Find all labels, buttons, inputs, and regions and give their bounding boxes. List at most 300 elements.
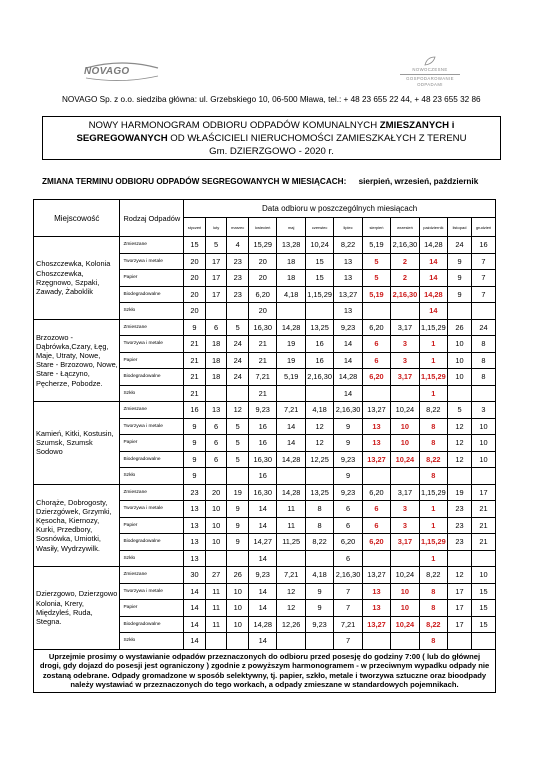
date-cell: 12 bbox=[305, 435, 333, 452]
date-cell bbox=[362, 550, 390, 567]
date-cell bbox=[471, 468, 495, 485]
date-cell: 1 bbox=[419, 385, 447, 402]
date-cell: 9,23 bbox=[334, 484, 362, 501]
date-cell: 9 bbox=[448, 286, 472, 303]
date-cell: 6 bbox=[205, 435, 227, 452]
date-cell: 14,28 bbox=[419, 237, 447, 254]
date-cell: 15 bbox=[471, 583, 495, 600]
date-cell: 23 bbox=[448, 534, 472, 551]
header-month: październik bbox=[419, 218, 447, 237]
date-cell: 13 bbox=[334, 303, 362, 320]
date-cell: 14 bbox=[334, 385, 362, 402]
waste-type-cell: Papier bbox=[120, 352, 184, 369]
date-cell: 12 bbox=[448, 435, 472, 452]
date-cell bbox=[277, 385, 305, 402]
date-cell: 1,15,29 bbox=[419, 369, 447, 386]
date-cell: 13 bbox=[334, 253, 362, 270]
waste-type-cell: Biodegradowalne bbox=[120, 451, 184, 468]
date-cell: 16,30 bbox=[249, 484, 277, 501]
date-cell: 14 bbox=[249, 550, 277, 567]
date-cell: 23 bbox=[227, 270, 249, 287]
date-cell: 14 bbox=[419, 253, 447, 270]
date-cell: 9 bbox=[334, 435, 362, 452]
header-month: marzec bbox=[227, 218, 249, 237]
date-cell: 9,23 bbox=[249, 567, 277, 584]
date-cell: 13,27 bbox=[362, 567, 390, 584]
date-cell: 6,20 bbox=[334, 534, 362, 551]
date-cell: 12,25 bbox=[305, 451, 333, 468]
date-cell: 24 bbox=[471, 319, 495, 336]
date-cell bbox=[362, 303, 390, 320]
date-cell: 2,16,30 bbox=[334, 402, 362, 419]
date-cell bbox=[227, 385, 249, 402]
date-cell: 20 bbox=[184, 286, 206, 303]
date-cell: 13 bbox=[362, 600, 390, 617]
date-cell bbox=[362, 385, 390, 402]
date-cell: 9 bbox=[184, 319, 206, 336]
date-cell: 5,19 bbox=[362, 237, 390, 254]
date-cell: 14 bbox=[334, 336, 362, 353]
date-cell: 6 bbox=[205, 418, 227, 435]
date-cell: 10 bbox=[391, 600, 419, 617]
date-cell: 24 bbox=[227, 336, 249, 353]
date-cell bbox=[471, 303, 495, 320]
date-cell: 23 bbox=[227, 253, 249, 270]
logo-line-3: ODPADAMI bbox=[417, 82, 443, 87]
date-cell: 10,24 bbox=[391, 567, 419, 584]
date-cell: 17 bbox=[471, 484, 495, 501]
date-cell: 2,16,30 bbox=[391, 286, 419, 303]
date-cell: 10 bbox=[448, 336, 472, 353]
date-cell bbox=[277, 550, 305, 567]
date-cell: 23 bbox=[448, 517, 472, 534]
date-cell: 8,22 bbox=[419, 451, 447, 468]
date-cell: 2 bbox=[391, 270, 419, 287]
date-cell: 19 bbox=[277, 352, 305, 369]
date-cell: 14,28 bbox=[277, 319, 305, 336]
date-cell: 7 bbox=[334, 583, 362, 600]
table-row bbox=[34, 402, 496, 419]
locality-cell: Chorąże, Dobrogosty, Dzierzgówek, Grzymki, Kęsocha, Kiernozy, Kurki, Przedbory, Sosnówka, Umiotki, Wasiły, Wydrzywilk. bbox=[34, 484, 120, 567]
waste-type-cell: Tworzywa i metale bbox=[120, 501, 184, 518]
date-cell bbox=[205, 468, 227, 485]
date-cell: 21 bbox=[249, 352, 277, 369]
date-cell: 10 bbox=[471, 435, 495, 452]
table-row bbox=[34, 237, 496, 254]
date-cell: 6 bbox=[334, 517, 362, 534]
date-cell bbox=[205, 550, 227, 567]
schedule-change-note bbox=[42, 177, 512, 186]
date-cell bbox=[205, 385, 227, 402]
date-cell bbox=[391, 550, 419, 567]
date-cell: 16 bbox=[249, 435, 277, 452]
date-cell: 16,30 bbox=[249, 451, 277, 468]
date-cell: 23 bbox=[184, 484, 206, 501]
date-cell bbox=[305, 303, 333, 320]
header-month: luty bbox=[205, 218, 227, 237]
date-cell bbox=[362, 633, 390, 650]
date-cell: 7,21 bbox=[277, 402, 305, 419]
header-waste-type: Rodzaj Odpadów bbox=[120, 200, 184, 237]
waste-type-cell: Zmieszane bbox=[120, 237, 184, 254]
date-cell: 1 bbox=[419, 517, 447, 534]
date-cell: 18 bbox=[277, 270, 305, 287]
date-cell: 5 bbox=[227, 319, 249, 336]
date-cell: 20 bbox=[249, 303, 277, 320]
date-cell: 13,28 bbox=[277, 237, 305, 254]
date-cell: 8 bbox=[305, 517, 333, 534]
date-cell: 21 bbox=[184, 385, 206, 402]
waste-type-cell: Biodegradowalne bbox=[120, 286, 184, 303]
date-cell: 3 bbox=[391, 501, 419, 518]
date-cell: 30 bbox=[184, 567, 206, 584]
date-cell: 3 bbox=[391, 517, 419, 534]
date-cell: 13,27 bbox=[362, 451, 390, 468]
date-cell: 12 bbox=[277, 600, 305, 617]
waste-type-cell: Tworzywa i metale bbox=[120, 583, 184, 600]
date-cell bbox=[277, 468, 305, 485]
date-cell: 6 bbox=[205, 451, 227, 468]
date-cell: 6 bbox=[362, 517, 390, 534]
date-cell: 26 bbox=[227, 567, 249, 584]
collection-notice: Uprzejmie prosimy o wystawianie odpadów przeznaczonych do odbioru przed posesję do godziny 7:00 ( lub do głównej drogi, gdy dojazd do posesji jest ograniczony ) zgodnie z powyższym harmonogramem - w przeciwnym wypadku odpady nie zostaną odebrane. Odpady gromadzone w sposób selektywny, tj. papier, szkło, metale i tworzywa sztuczne oraz bioodpady należy wystawiać w przeznaczonych do tego workach, a odpady zmieszane w standardowych pojemnikach. bbox=[34, 649, 496, 692]
date-cell: 18 bbox=[277, 253, 305, 270]
date-cell: 11 bbox=[277, 501, 305, 518]
date-cell: 13 bbox=[334, 270, 362, 287]
date-cell: 12 bbox=[305, 418, 333, 435]
schedule-table bbox=[33, 199, 496, 693]
date-cell: 17 bbox=[205, 286, 227, 303]
date-cell bbox=[391, 385, 419, 402]
date-cell: 8,22 bbox=[419, 567, 447, 584]
date-cell: 21 bbox=[471, 501, 495, 518]
locality-cell: Dzierzgowo, Dzierzgowo Kolonia, Krery, Międzyleś, Ruda, Stegna. bbox=[34, 567, 120, 650]
date-cell: 27 bbox=[205, 567, 227, 584]
date-cell: 16 bbox=[305, 336, 333, 353]
date-cell bbox=[391, 468, 419, 485]
date-cell: 5 bbox=[227, 451, 249, 468]
date-cell: 14 bbox=[249, 600, 277, 617]
date-cell: 9 bbox=[334, 468, 362, 485]
date-cell: 10 bbox=[205, 517, 227, 534]
date-cell: 13 bbox=[184, 550, 206, 567]
date-cell: 14,28 bbox=[277, 484, 305, 501]
date-cell: 16 bbox=[471, 237, 495, 254]
date-cell: 10 bbox=[227, 600, 249, 617]
date-cell: 18 bbox=[205, 352, 227, 369]
locality-cell: Kamień, Kitki, Kostusin, Szumsk, Szumsk Sodowo bbox=[34, 402, 120, 485]
date-cell: 3 bbox=[391, 352, 419, 369]
date-cell: 13,25 bbox=[305, 319, 333, 336]
header-month: kwiecień bbox=[249, 218, 277, 237]
waste-type-cell: Szkło bbox=[120, 303, 184, 320]
date-cell: 14,27 bbox=[249, 534, 277, 551]
novago-logo bbox=[82, 60, 162, 82]
date-cell: 18 bbox=[205, 369, 227, 386]
date-cell: 11,25 bbox=[277, 534, 305, 551]
date-cell: 6 bbox=[334, 550, 362, 567]
date-cell: 6 bbox=[334, 501, 362, 518]
date-cell: 9 bbox=[184, 451, 206, 468]
table-row bbox=[34, 484, 496, 501]
date-cell: 10 bbox=[205, 534, 227, 551]
date-cell: 9 bbox=[184, 468, 206, 485]
date-cell: 8,22 bbox=[334, 237, 362, 254]
date-cell: 3,17 bbox=[391, 319, 419, 336]
date-cell: 10 bbox=[205, 501, 227, 518]
date-cell: 9,23 bbox=[305, 616, 333, 633]
subtitle-text: ZMIANA TERMINU ODBIORU ODPADÓW SEGREGOWANYCH W MIESIĄCACH: bbox=[42, 177, 347, 186]
waste-type-cell: Tworzywa i metale bbox=[120, 253, 184, 270]
date-cell: 26 bbox=[448, 319, 472, 336]
date-cell: 14,28 bbox=[249, 616, 277, 633]
date-cell: 14 bbox=[419, 303, 447, 320]
date-cell: 12,26 bbox=[277, 616, 305, 633]
date-cell: 21 bbox=[184, 369, 206, 386]
date-cell: 9 bbox=[448, 253, 472, 270]
date-cell: 13 bbox=[184, 501, 206, 518]
date-cell: 12 bbox=[277, 583, 305, 600]
date-cell: 9,23 bbox=[334, 319, 362, 336]
date-cell: 10 bbox=[391, 418, 419, 435]
date-cell: 7,21 bbox=[249, 369, 277, 386]
date-cell: 14 bbox=[184, 583, 206, 600]
date-cell: 14 bbox=[277, 435, 305, 452]
date-cell: 7 bbox=[334, 600, 362, 617]
date-cell: 1,15,29 bbox=[419, 484, 447, 501]
date-cell: 10,24 bbox=[391, 451, 419, 468]
date-cell bbox=[205, 633, 227, 650]
date-cell: 15,29 bbox=[249, 237, 277, 254]
date-cell: 10 bbox=[448, 369, 472, 386]
date-cell: 13,27 bbox=[362, 616, 390, 633]
date-cell bbox=[227, 303, 249, 320]
date-cell: 6 bbox=[362, 501, 390, 518]
date-cell: 5 bbox=[448, 402, 472, 419]
date-cell: 5 bbox=[362, 253, 390, 270]
date-cell: 2 bbox=[391, 253, 419, 270]
date-cell: 5 bbox=[362, 270, 390, 287]
date-cell: 9 bbox=[448, 270, 472, 287]
date-cell: 5 bbox=[227, 418, 249, 435]
header-month: lipiec bbox=[334, 218, 362, 237]
date-cell: 20 bbox=[184, 253, 206, 270]
date-cell: 9,23 bbox=[249, 402, 277, 419]
date-cell: 14 bbox=[184, 616, 206, 633]
date-cell: 20 bbox=[184, 270, 206, 287]
date-cell: 8 bbox=[305, 501, 333, 518]
date-cell: 8 bbox=[471, 369, 495, 386]
date-cell bbox=[391, 303, 419, 320]
date-cell: 1,15,29 bbox=[305, 286, 333, 303]
date-cell: 8,22 bbox=[305, 534, 333, 551]
date-cell: 6 bbox=[362, 336, 390, 353]
date-cell: 8 bbox=[471, 336, 495, 353]
date-cell: 8 bbox=[471, 352, 495, 369]
date-cell: 12 bbox=[227, 402, 249, 419]
date-cell: 9 bbox=[305, 600, 333, 617]
header-month: grudzień bbox=[471, 218, 495, 237]
date-cell: 12 bbox=[448, 451, 472, 468]
date-cell: 16 bbox=[305, 352, 333, 369]
table-row bbox=[34, 319, 496, 336]
date-cell: 6,20 bbox=[362, 534, 390, 551]
date-cell: 2,16,30 bbox=[391, 237, 419, 254]
logo-line-2: GOSPODAROWANIE bbox=[406, 76, 454, 81]
date-cell: 15 bbox=[305, 253, 333, 270]
locality-cell: Choszczewka, Kolonia Choszczewka, Rzęgnowo, Szpaki, Zawady, Żaboklik bbox=[34, 237, 120, 320]
date-cell: 9 bbox=[227, 517, 249, 534]
date-cell: 21 bbox=[184, 336, 206, 353]
header-month: styczeń bbox=[184, 218, 206, 237]
date-cell: 9 bbox=[305, 583, 333, 600]
date-cell: 3,17 bbox=[391, 369, 419, 386]
header-month: listopad bbox=[448, 218, 472, 237]
logo-divider bbox=[400, 74, 460, 75]
date-cell: 9,23 bbox=[334, 451, 362, 468]
date-cell: 19 bbox=[227, 484, 249, 501]
date-cell: 3 bbox=[391, 336, 419, 353]
date-cell: 23 bbox=[448, 501, 472, 518]
date-cell: 21 bbox=[471, 517, 495, 534]
date-cell: 20 bbox=[249, 270, 277, 287]
date-cell: 21 bbox=[471, 534, 495, 551]
date-cell: 4 bbox=[227, 237, 249, 254]
date-cell: 12 bbox=[448, 567, 472, 584]
date-cell: 6 bbox=[205, 319, 227, 336]
company-address: NOVAGO Sp. z o.o. siedziba główna: ul. Grzebskiego 10, 06-500 Mława, tel.: + 48 23 655 22 44, + 48 23 655 32 86 bbox=[62, 95, 481, 104]
date-cell: 14 bbox=[249, 517, 277, 534]
date-cell: 10,24 bbox=[391, 616, 419, 633]
title-part-2: OD WŁAŚCICIELI NIERUCHOMOŚCI ZAMIESZKAŁYCH Z TERENU bbox=[167, 133, 467, 144]
date-cell: 8 bbox=[419, 583, 447, 600]
date-cell: 10 bbox=[391, 435, 419, 452]
date-cell: 17 bbox=[205, 270, 227, 287]
date-cell bbox=[227, 633, 249, 650]
date-cell: 7 bbox=[471, 270, 495, 287]
waste-type-cell: Szkło bbox=[120, 550, 184, 567]
date-cell: 14,28 bbox=[334, 369, 362, 386]
date-cell: 10 bbox=[391, 583, 419, 600]
date-cell: 14 bbox=[277, 418, 305, 435]
logo-text: NOVAGO bbox=[84, 66, 130, 77]
date-cell: 5 bbox=[227, 435, 249, 452]
subtitle-months: sierpień, wrzesień, październik bbox=[358, 177, 479, 186]
date-cell: 1 bbox=[419, 352, 447, 369]
ngo-logo bbox=[390, 56, 470, 88]
date-cell: 2,16,30 bbox=[305, 369, 333, 386]
date-cell: 8 bbox=[419, 418, 447, 435]
locality-cell: Brzozowo - Dąbrówka,Czary, Łęg, Maje, Utraty, Nowe, Stare - Brzozowo, Nowe, Stare - Łączyno, Pęcherze, Pobodze. bbox=[34, 319, 120, 402]
date-cell: 9 bbox=[184, 435, 206, 452]
date-cell: 6,20 bbox=[362, 319, 390, 336]
date-cell bbox=[227, 468, 249, 485]
date-cell: 10,24 bbox=[391, 402, 419, 419]
date-cell: 21 bbox=[184, 352, 206, 369]
waste-type-cell: Zmieszane bbox=[120, 319, 184, 336]
date-cell: 11 bbox=[205, 600, 227, 617]
waste-type-cell: Papier bbox=[120, 600, 184, 617]
date-cell: 13 bbox=[362, 418, 390, 435]
date-cell: 5,19 bbox=[362, 286, 390, 303]
date-cell: 19 bbox=[277, 336, 305, 353]
date-cell: 14 bbox=[184, 600, 206, 617]
date-cell: 1,15,29 bbox=[419, 319, 447, 336]
date-cell: 7,21 bbox=[334, 616, 362, 633]
date-cell: 9 bbox=[227, 534, 249, 551]
date-cell: 3,17 bbox=[391, 484, 419, 501]
date-cell: 8,22 bbox=[419, 616, 447, 633]
date-cell bbox=[391, 633, 419, 650]
date-cell: 13 bbox=[184, 534, 206, 551]
date-cell bbox=[448, 385, 472, 402]
date-cell: 23 bbox=[227, 286, 249, 303]
date-cell bbox=[277, 303, 305, 320]
date-cell: 16 bbox=[249, 468, 277, 485]
date-cell: 13,27 bbox=[362, 402, 390, 419]
date-cell: 11 bbox=[205, 583, 227, 600]
date-cell: 17 bbox=[205, 253, 227, 270]
date-cell: 8,22 bbox=[419, 402, 447, 419]
date-cell: 19 bbox=[448, 484, 472, 501]
date-cell: 2,16,30 bbox=[334, 567, 362, 584]
date-cell: 18 bbox=[205, 336, 227, 353]
header-month: maj bbox=[277, 218, 305, 237]
date-cell: 20 bbox=[205, 484, 227, 501]
waste-type-cell: Papier bbox=[120, 270, 184, 287]
header-month: czerwiec bbox=[305, 218, 333, 237]
date-cell: 12 bbox=[448, 418, 472, 435]
date-cell bbox=[305, 468, 333, 485]
note-row bbox=[34, 649, 496, 692]
date-cell bbox=[277, 633, 305, 650]
waste-type-cell: Biodegradowalne bbox=[120, 534, 184, 551]
date-cell bbox=[305, 385, 333, 402]
date-cell: 24 bbox=[448, 237, 472, 254]
date-cell bbox=[471, 633, 495, 650]
date-cell: 21 bbox=[249, 336, 277, 353]
date-cell: 13,27 bbox=[334, 286, 362, 303]
date-cell: 10 bbox=[227, 583, 249, 600]
date-cell: 11 bbox=[205, 616, 227, 633]
date-cell: 24 bbox=[227, 369, 249, 386]
date-cell: 16 bbox=[184, 402, 206, 419]
title-bold: ZMIESZANYCH i SEGREGOWANYCH bbox=[76, 120, 455, 144]
date-cell bbox=[471, 550, 495, 567]
date-cell: 10 bbox=[471, 567, 495, 584]
waste-type-cell: Szkło bbox=[120, 468, 184, 485]
date-cell bbox=[448, 468, 472, 485]
date-cell bbox=[448, 633, 472, 650]
date-cell: 14 bbox=[419, 270, 447, 287]
date-cell: 14 bbox=[249, 501, 277, 518]
date-cell: 17 bbox=[448, 583, 472, 600]
date-cell: 14,28 bbox=[277, 451, 305, 468]
date-cell: 8 bbox=[419, 468, 447, 485]
waste-type-cell: Papier bbox=[120, 435, 184, 452]
date-cell: 14,28 bbox=[419, 286, 447, 303]
date-cell: 7 bbox=[471, 253, 495, 270]
waste-type-cell: Biodegradowalne bbox=[120, 369, 184, 386]
date-cell: 14 bbox=[249, 633, 277, 650]
date-cell: 15 bbox=[305, 270, 333, 287]
title-part-3: Gm. DZIERZGOWO - 2020 r. bbox=[209, 146, 334, 157]
date-cell: 7 bbox=[471, 286, 495, 303]
leaf-icon bbox=[424, 56, 436, 66]
date-cell: 3,17 bbox=[391, 534, 419, 551]
date-cell: 1,15,29 bbox=[419, 534, 447, 551]
date-cell: 13 bbox=[362, 583, 390, 600]
